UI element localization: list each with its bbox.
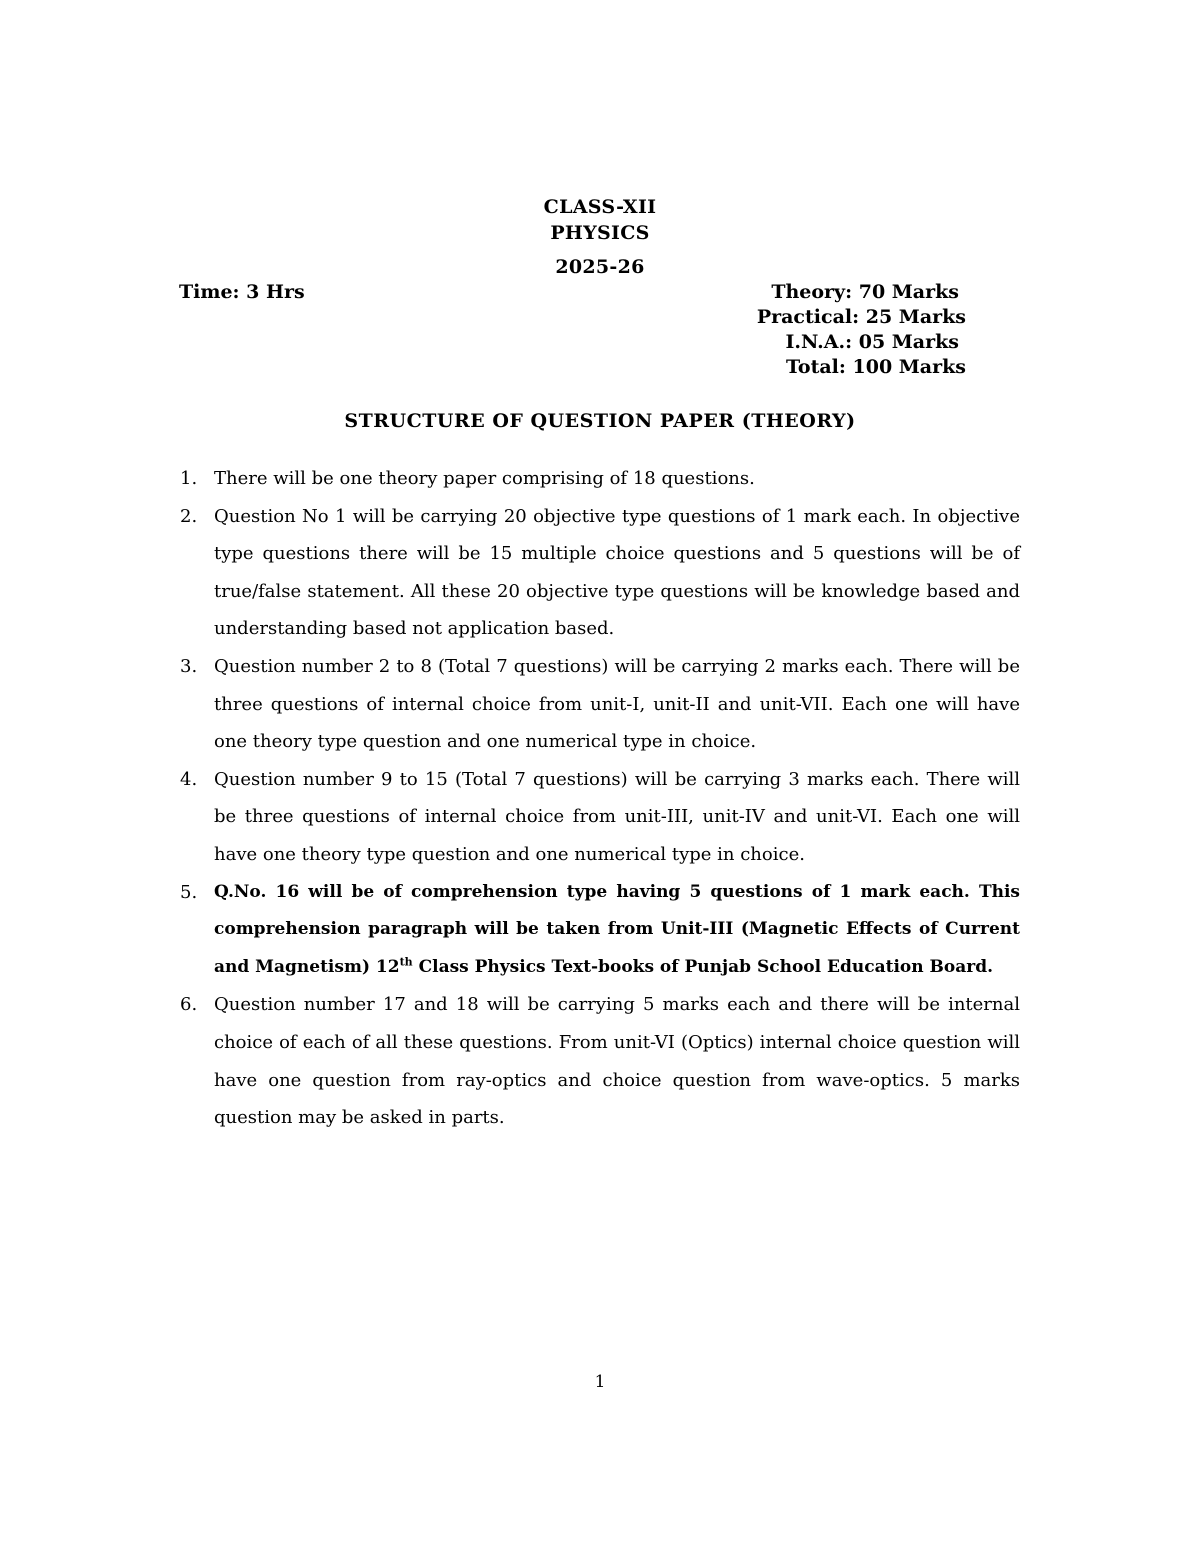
list-item <box>180 460 1020 498</box>
item-number: 1. <box>180 468 198 489</box>
list-item <box>180 648 1020 761</box>
item-text-part: Q.No. 16 will be of comprehension type having 5 questions of 1 mark each. This comprehension paragraph will be taken from Unit-III (Magnetic Effects of Current and Magnetism) 12 <box>214 881 1020 977</box>
class-heading: CLASS-XII <box>543 196 657 218</box>
instructions-list <box>180 460 1020 1137</box>
item-text: Question number 2 to 8 (Total 7 questions) will be carrying 2 marks each. There will be three questions of internal choice from unit-I, unit-II and unit-VII. Each one will have one theory type question and one numerical type in choice. <box>214 655 1020 753</box>
item-number: 2. <box>180 505 198 527</box>
ina-marks: I.N.A.: 05 Marks <box>785 331 959 353</box>
subject-heading: PHYSICS <box>550 222 650 244</box>
page-number: 1 <box>594 1372 606 1392</box>
item-number: 5. <box>180 881 198 903</box>
list-item <box>180 874 1020 987</box>
item-text <box>214 874 1020 987</box>
list-item <box>180 761 1020 874</box>
list-item <box>180 986 1020 1136</box>
list-item <box>180 498 1020 648</box>
theory-marks: Theory: 70 Marks <box>771 281 959 303</box>
item-text: Question No 1 will be carrying 20 objective type questions of 1 mark each. In objective type questions there will be 15 multiple choice questions and 5 questions will be of true/false statement. All these 20 objective type questions will be knowledge based and understanding based not application based. <box>214 505 1020 640</box>
item-number: 3. <box>180 655 198 677</box>
ordinal-suffix: th <box>399 955 413 969</box>
time-label: Time: 3 Hrs <box>179 281 305 303</box>
item-text: Question number 9 to 15 (Total 7 questions) will be carrying 3 marks each. There will be three questions of internal choice from unit-III, unit-IV and unit-VI. Each one will have one theory type question and one numerical type in choice. <box>214 768 1020 865</box>
item-text: Question number 17 and 18 will be carrying 5 marks each and there will be internal choice of each of all these questions. From unit-VI (Optics) internal choice question will have one question from ray-optics and choice question from wave-optics. 5 marks question may be asked in parts. <box>214 994 1020 1129</box>
item-text-part: Class Physics Text-books of Punjab School Education Board. <box>412 956 994 977</box>
item-number: 4. <box>180 768 198 790</box>
item-number: 6. <box>180 994 198 1016</box>
total-marks: Total: 100 Marks <box>785 356 966 378</box>
session-heading: 2025-26 <box>555 256 645 278</box>
item-text: There will be one theory paper comprising of 18 questions. <box>214 468 755 489</box>
practical-marks: Practical: 25 Marks <box>756 306 966 328</box>
section-title: STRUCTURE OF QUESTION PAPER (THEORY) <box>344 410 856 432</box>
